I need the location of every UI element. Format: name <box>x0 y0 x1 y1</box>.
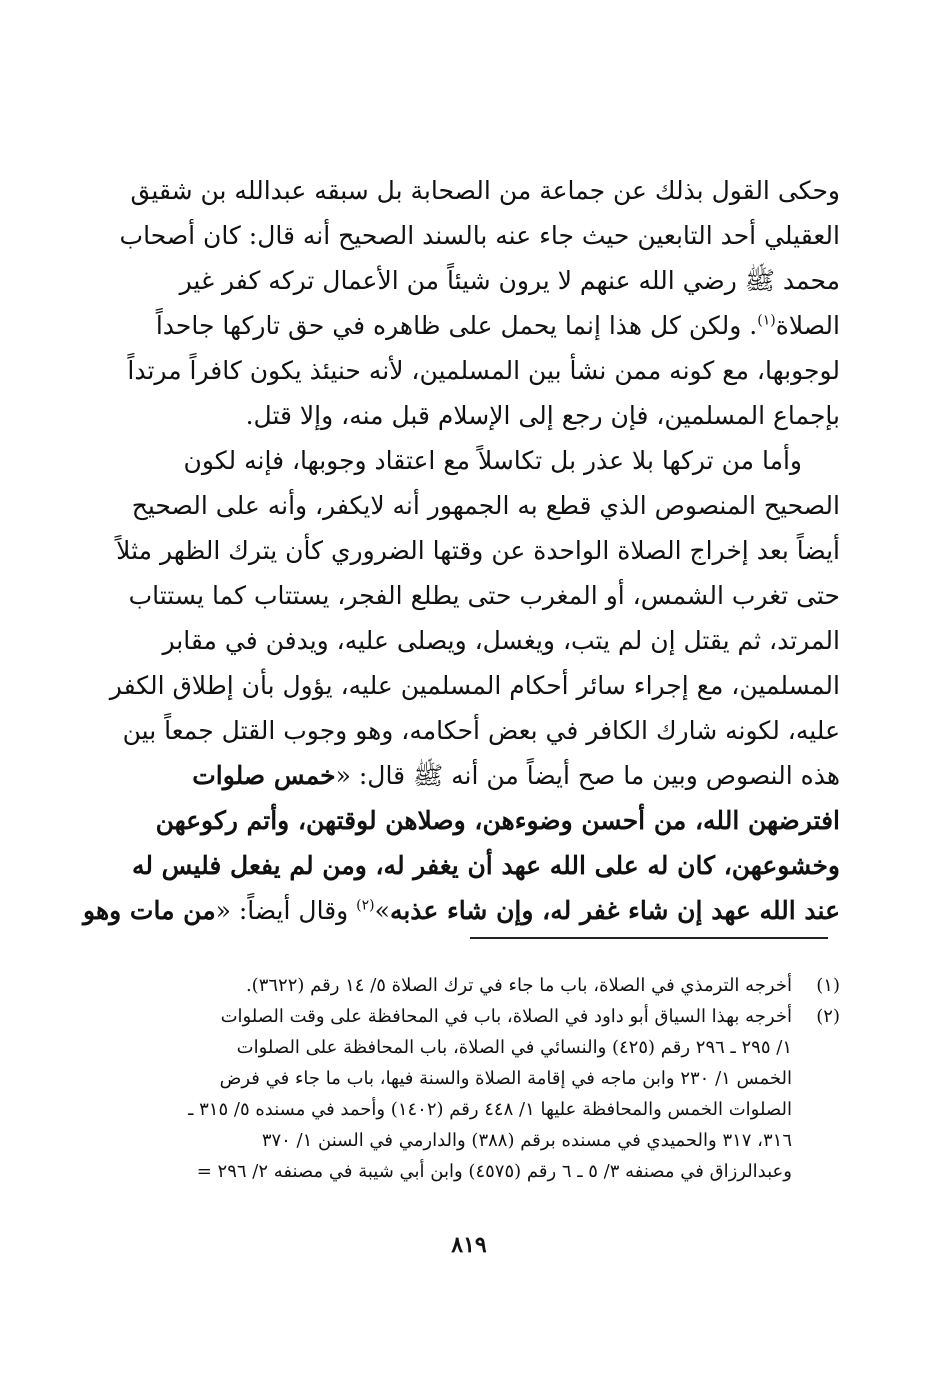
text-line <box>83 888 840 933</box>
text-line: محمد ﷺ رضي الله عنهم لا يرون شيئاً من الأعمال تركه كفر غير <box>179 266 840 295</box>
text-line: الصحيح المنصوص الذي قطع به الجمهور أنه لايكفر، وأنه على الصحيح <box>131 491 840 520</box>
text-line: عليه، لكونه شارك الكافر في بعض أحكامه، وهو وجوب القتل جمعاً بين <box>122 716 840 745</box>
hadith-text: خمس صلوات <box>192 761 336 790</box>
text-line: بإجماع المسلمين، فإن رجع إلى الإسلام قبل منه، وإلا قتل. <box>245 401 840 430</box>
text-line: المرتد، ثم يقتل إن لم يتب، ويغسل، ويصلى عليه، ويدفن في مقابر <box>162 626 840 655</box>
text-segment: الصلاة <box>775 311 840 340</box>
footnotes <box>98 970 840 1187</box>
text-line: وحكى القول بذلك عن جماعة من الصحابة بل سبقه عبدالله بن شقيق <box>130 176 840 205</box>
footnote-body <box>98 1001 792 1187</box>
hadith-line: افترضهن الله، من أحسن وضوءهن، وصلاهن لوقتهن، وأتم ركوعهن <box>155 806 840 835</box>
footnote-line: ٣١٦، ٣١٧ والحميدي في مسنده برقم (٣٨٨) والدارمي في السنن ١/ ٣٧٠ <box>261 1130 792 1151</box>
footnote-number: (٢) <box>816 1006 840 1027</box>
text-line <box>98 303 840 348</box>
text-line: حتى تغرب الشمس، أو المغرب حتى يطلع الفجر، يستتاب كما يستتاب <box>128 581 840 610</box>
text-segment: وقال أيضاً: « <box>215 896 357 925</box>
hadith-line: وخشوعهن، كان له على الله عهد أن يغفر له، ومن لم يفعل فليس له <box>131 851 840 880</box>
page-number: ٨١٩ <box>451 1232 487 1258</box>
footnote-line: أخرجه الترمذي في الصلاة، باب ما جاء في ترك الصلاة ٥/ ١٤ رقم (٣٦٢٢). <box>245 975 792 996</box>
footnote-line: أخرجه بهذا السياق أبو داود في الصلاة، باب في المحافظة على وقت الصلوات <box>220 1006 792 1027</box>
text-line: المسلمين، مع إجراء سائر أحكام المسلمين عليه، يؤول بأن إطلاق الكفر <box>109 671 840 700</box>
hadith-text: عند الله عهد إن شاء غفر له، وإن شاء عذبه <box>389 896 840 925</box>
footnote-number: (١) <box>816 975 840 996</box>
quote-mark: » <box>374 896 390 925</box>
text-line: أيضاً بعد إخراج الصلاة الواحدة عن وقتها الضروري كأن يترك الظهر مثلاً <box>116 536 840 565</box>
text-line <box>98 753 840 798</box>
footnote-ref-2[interactable]: (٢) <box>356 897 375 914</box>
footnote-ref-1[interactable]: (١) <box>757 312 776 329</box>
text-segment: . ولكن كل هذا إنما يحمل على ظاهره في حق تاركها جاحداً <box>155 311 758 340</box>
text-line: العقيلي أحد التابعين حيث جاء عنه بالسند الصحيح أنه قال: كان أصحاب <box>119 221 840 250</box>
footnote-line: الصلوات الخمس والمحافظة عليها ١/ ٤٤٨ رقم (١٤٠٢) وأحمد في مسنده ٥/ ٣١٥ ـ <box>188 1099 792 1120</box>
footnote-line: وعبدالرزاق في مصنفه ٣/ ٥ ـ ٦ رقم (٤٥٧٥) وابن أبي شيبة في مصنفه ٢/ ٢٩٦ = <box>196 1161 792 1182</box>
footnote-body <box>98 970 792 1001</box>
text-segment: هذه النصوص وبين ما صح أيضاً من أنه ﷺ قال: « <box>335 761 840 790</box>
footnote-1 <box>98 970 840 1001</box>
footnote-separator <box>470 937 828 939</box>
footnote-line: الخمس ١/ ٢٣٠ وابن ماجه في إقامة الصلاة والسنة فيها، باب ما جاء في فرض <box>219 1068 792 1089</box>
footnote-2 <box>98 1001 840 1187</box>
main-text <box>83 168 840 933</box>
footnote-line: ١/ ٢٩٥ ـ ٢٩٦ رقم (٤٢٥) والنسائي في الصلاة، باب المحافظة على الصلوات <box>236 1037 792 1058</box>
text-line: لوجوبها، مع كونه ممن نشأ بين المسلمين، لأنه حنيئذ يكون كافراً مرتداً <box>127 356 840 385</box>
hadith-text: من مات وهو <box>83 896 216 925</box>
paragraph-start-line: وأما من تركها بلا عذر بل تكاسلاً مع اعتقاد وجوبها، فإنه لكون <box>183 446 802 475</box>
